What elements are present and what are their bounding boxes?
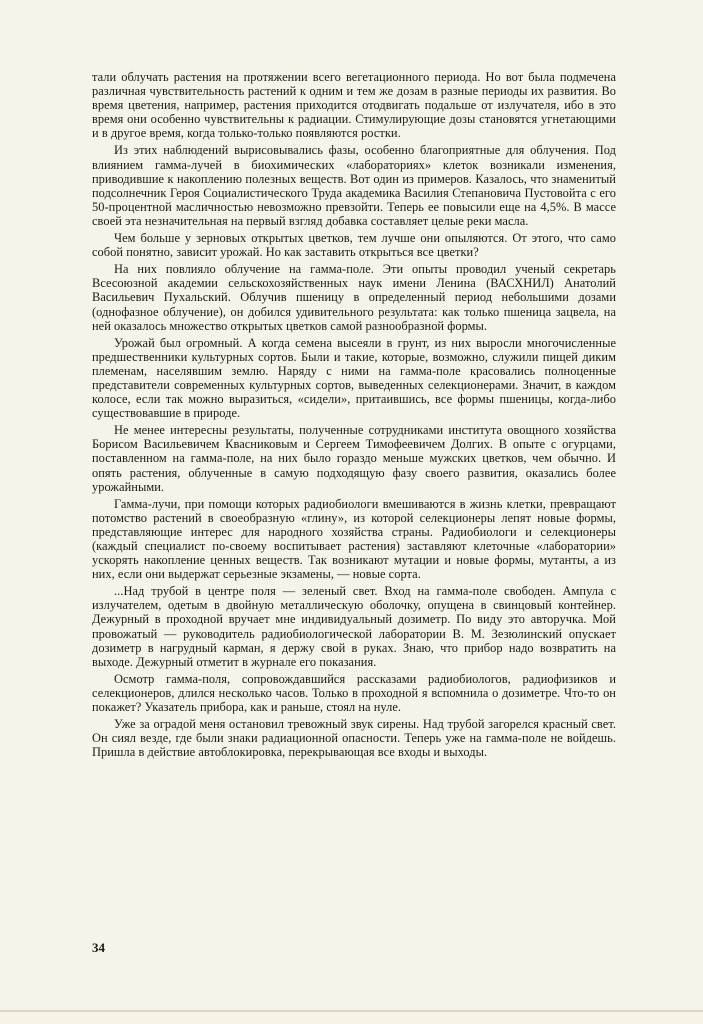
paragraph: ...Над трубой в центре поля — зеленый свет. Вход на гамма-поле свободен. Ампула с излучателем, одетым в двойную металлическую оболочку, опущена в свинцовый контейнер. Дежурный в проходной вручает мне индивидуальный дозиметр. По виду это авторучка. Мой провожатый — руководитель радиобиологической лаборатории В. М. Зезюлинский опускает дозиметр в нагрудный карман, я держу свой в руках. Знаю, что прибор надо возвратить на выходе. Дежурный отметит в журнале его показания. (92, 584, 616, 669)
paragraph: Уже за оградой меня остановил тревожный звук сирены. Над трубой загорелся красный свет. Он сиял везде, где были знаки радиационной опасности. Теперь уже на гамма-поле не войдешь. Пришла в действие автоблокировка, перекрывающая все входы и выходы. (92, 717, 616, 760)
paragraph: Осмотр гамма-поля, сопровождавшийся рассказами радиобиологов, радиофизиков и селекционеров, длился несколько часов. Только в проходной я вспомнила о дозиметре. Что-то он покажет? Указатель прибора, как и раньше, стоял на нуле. (92, 671, 616, 715)
paragraph: Не менее интересны результаты, полученные сотрудниками института овощного хозяйства Борисом Васильевичем Квасниковым и Сергеем Тимофеевичем Долгих. В опыте с огурцами, поставленном на гамма-поле, на них было гораздо меньше мужских цветков, чем обычно. И опять растения, облученные в самую подходящую фазу своего развития, оказались более урожайными. (92, 423, 616, 494)
page-number: 34 (92, 940, 105, 955)
paragraph: Чем больше у зерновых открытых цветков, тем лучше они опыляются. От этого, что само собой понятно, зависит урожай. Но как заставить открыться все цветки? (92, 231, 616, 260)
paragraph: На них повлияло облучение на гамма-поле. Эти опыты проводил ученый секретарь Всесоюзной академии сельскохозяйственных наук имени Ленина (ВАСХНИЛ) Анатолий Васильевич Пухальский. Облучив пшеницу в определенный период небольшими дозами (однофазное облучение), он добился удивительного результата: как только пшеница зацвела, на ней оказалось множество открытых цветков самой разнообразной формы. (92, 262, 616, 333)
paragraph: тали облучать растения на протяжении всего вегетационного периода. Но вот была подмечена различная чувствительность растений к одним и тем же дозам в разные периоды их развития. Во время цветения, например, растения приходится отодвигать подальше от излучателя, ибо в это время они особенно чувствительны к радиации. Стимулирующие дозы становятся угнетающими и в другое время, когда только-только появляются ростки. (92, 70, 616, 141)
paragraph: Из этих наблюдений вырисовывались фазы, особенно благоприятные для облучения. Под влиянием гамма-лучей в биохимических «лабораториях» клеток возникали изменения, приводившие к накоплению полезных веществ. Вот один из примеров. Казалось, что знаменитый подсолнечник Героя Социалистического Труда академика Василия Степановича Пустовойта с его 50-процентной масличностью невозможно превзойти. Теперь ее повысили еще на 4,5%. В массе своей эта незначительная на первый взгляд добавка составляет целые реки масла. (92, 143, 616, 228)
article-text (92, 70, 616, 759)
paragraph: Гамма-лучи, при помощи которых радиобиологи вмешиваются в жизнь клетки, превращают потомство растений в своеобразную «глину», из которой селекционеры лепят новые формы, представляющие интерес для народного хозяйства страны. Радиобиологи и селекционеры (каждый специалист по-своему воспитывает растения) заставляют клеточные «лаборатории» ускорять накопление ценных веществ. Так возникают мутации и новые формы, мутанты, а из них, если они выдержат серьезные экзамены, — новые сорта. (92, 496, 616, 582)
page-edge-divider (0, 1010, 703, 1012)
paragraph: Урожай был огромный. А когда семена высеяли в грунт, из них выросли многочисленные предшественники культурных сортов. Были и такие, которые, возможно, служили пищей диким племенам, населявшим землю. Наряду с ними на гамма-поле красовались полноценные представители современных культурных сортов, выведенных селекционерами. Значит, в каждом колосе, если так можно выразиться, «сидели», притаившись, все формы пшеницы, когда-либо существовавшие в природе. (92, 335, 616, 421)
